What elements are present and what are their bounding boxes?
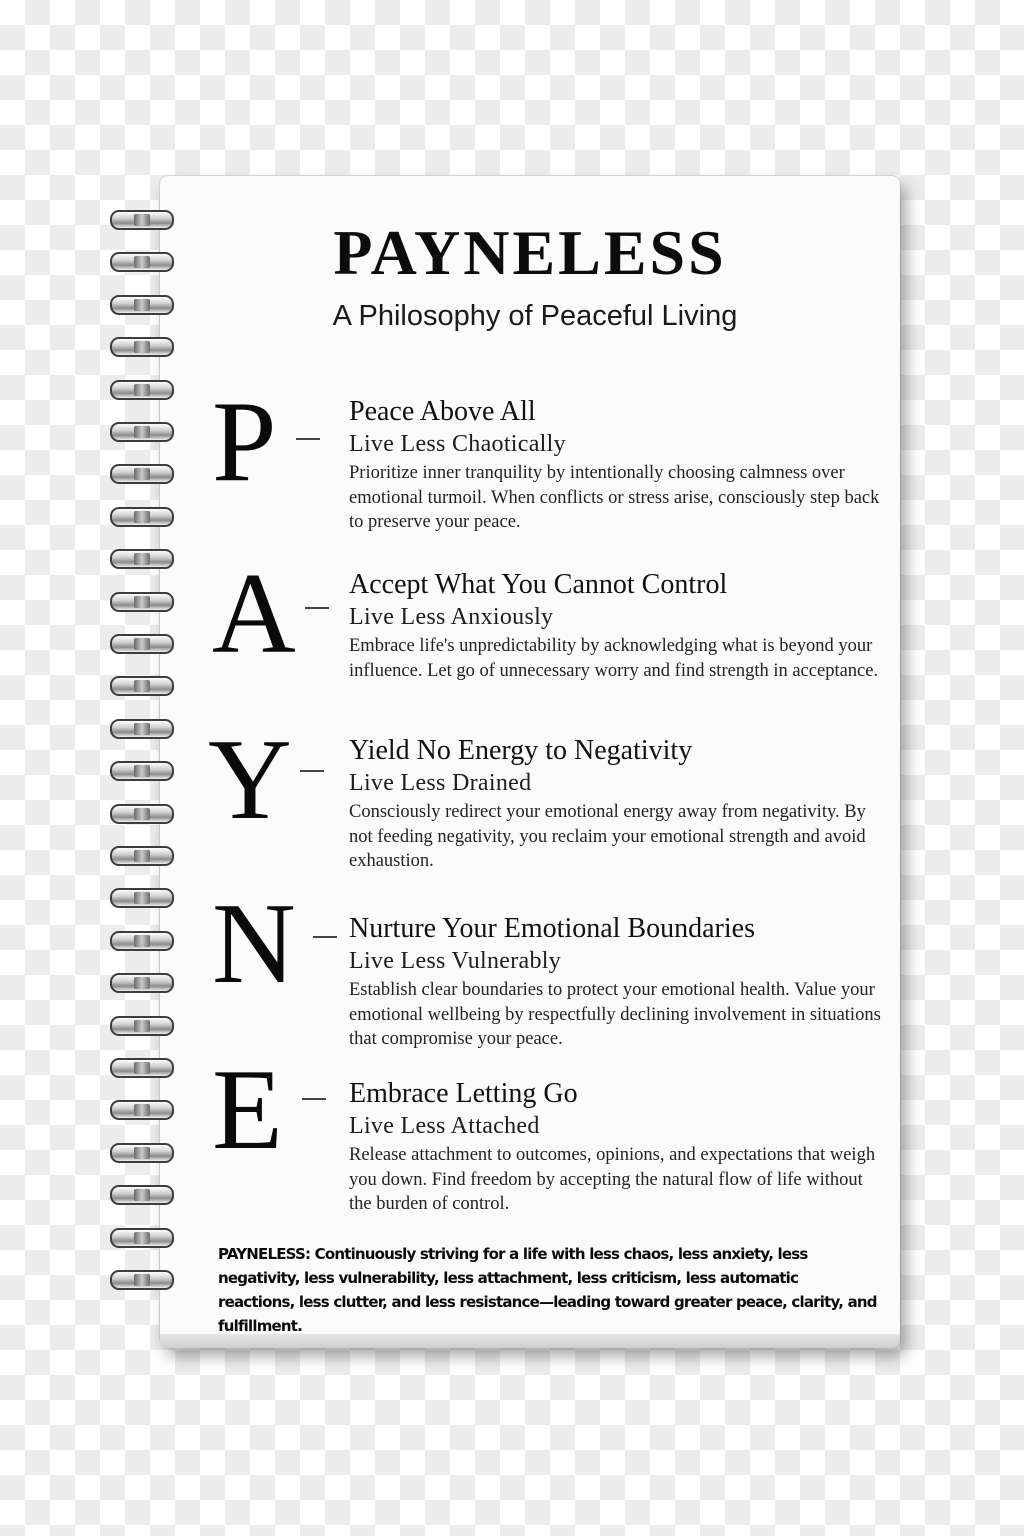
spiral-coil xyxy=(110,549,174,569)
spiral-binding xyxy=(110,210,180,1310)
acronym-letter-a: A xyxy=(212,550,296,678)
acronym-letter-y: Y xyxy=(208,716,292,844)
spiral-coil xyxy=(110,676,174,696)
section-heading: Nurture Your Emotional Boundaries xyxy=(349,913,755,944)
section-heading: Peace Above All xyxy=(349,396,536,427)
acronym-letter-n: N xyxy=(212,880,296,1008)
spiral-coil xyxy=(110,761,174,781)
spiral-coil xyxy=(110,592,174,612)
section-heading: Embrace Letting Go xyxy=(349,1078,578,1109)
spiral-coil xyxy=(110,337,174,357)
spiral-coil xyxy=(110,973,174,993)
spiral-coil xyxy=(110,507,174,527)
spiral-coil xyxy=(110,804,174,824)
spiral-coil xyxy=(110,634,174,654)
page-title: PAYNELESS xyxy=(333,217,727,288)
section-tagline: Live Less Drained xyxy=(349,770,532,796)
letter-dash xyxy=(313,936,337,938)
spiral-coil xyxy=(110,464,174,484)
spiral-coil xyxy=(110,1143,174,1163)
letter-dash xyxy=(305,607,329,609)
spiral-coil xyxy=(110,1016,174,1036)
section-heading: Accept What You Cannot Control xyxy=(349,569,728,600)
spiral-coil xyxy=(110,380,174,400)
section-embrace xyxy=(349,1077,884,1217)
section-nurture xyxy=(349,912,884,1052)
letter-dash xyxy=(302,1098,326,1100)
section-heading: Yield No Energy to Negativity xyxy=(349,735,693,766)
spiral-coil xyxy=(110,931,174,951)
spiral-coil xyxy=(110,888,174,908)
spiral-coil xyxy=(110,1100,174,1120)
acronym-letter-p: P xyxy=(212,378,277,506)
spiral-coil xyxy=(110,846,174,866)
section-tagline: Live Less Chaotically xyxy=(349,431,566,457)
section-body: Embrace life's unpredictability by acknowledging what is beyond your influence. Let go of unnecessary worry and find strength in acceptance. xyxy=(349,636,879,681)
spiral-coil xyxy=(110,1185,174,1205)
spiral-coil xyxy=(110,422,174,442)
letter-dash xyxy=(300,770,324,772)
section-body: Prioritize inner tranquility by intentionally choosing calmness over emotional turmoil. When conflicts or stress arise, consciously step back to preserve your peace. xyxy=(349,463,880,532)
letter-dash xyxy=(296,438,320,440)
spiral-coil xyxy=(110,1270,174,1290)
section-body: Release attachment to outcomes, opinions, and expectations that weigh you down. Find freedom by accepting the natural flow of life without the burden of control. xyxy=(349,1145,876,1214)
spiral-coil xyxy=(110,1058,174,1078)
section-body: Establish clear boundaries to protect your emotional health. Value your emotional wellbeing by respectfully declining involvement in situations that compromise your peace. xyxy=(349,980,881,1049)
section-accept xyxy=(349,568,884,683)
section-tagline: Live Less Vulnerably xyxy=(349,948,562,974)
section-yield xyxy=(349,734,884,874)
section-tagline: Live Less Attached xyxy=(349,1113,540,1139)
section-tagline: Live Less Anxiously xyxy=(349,604,554,630)
summary-footer: PAYNELESS: Continuously striving for a life with less chaos, less anxiety, less negativity, less vulnerability, less attachment, less criticism, less automatic reactions, less clutter, and less resistance—leading toward greater peace, clarity, and fulfillment. xyxy=(218,1245,877,1335)
spiral-coil xyxy=(110,1228,174,1248)
section-body: Consciously redirect your emotional energy away from negativity. By not feeding negativity, you reclaim your emotional strength and avoid exhaustion. xyxy=(349,802,866,871)
section-peace xyxy=(349,395,884,535)
spiral-coil xyxy=(110,719,174,739)
acronym-letter-e: E xyxy=(212,1046,283,1174)
page-subtitle: A Philosophy of Peaceful Living xyxy=(332,300,738,332)
